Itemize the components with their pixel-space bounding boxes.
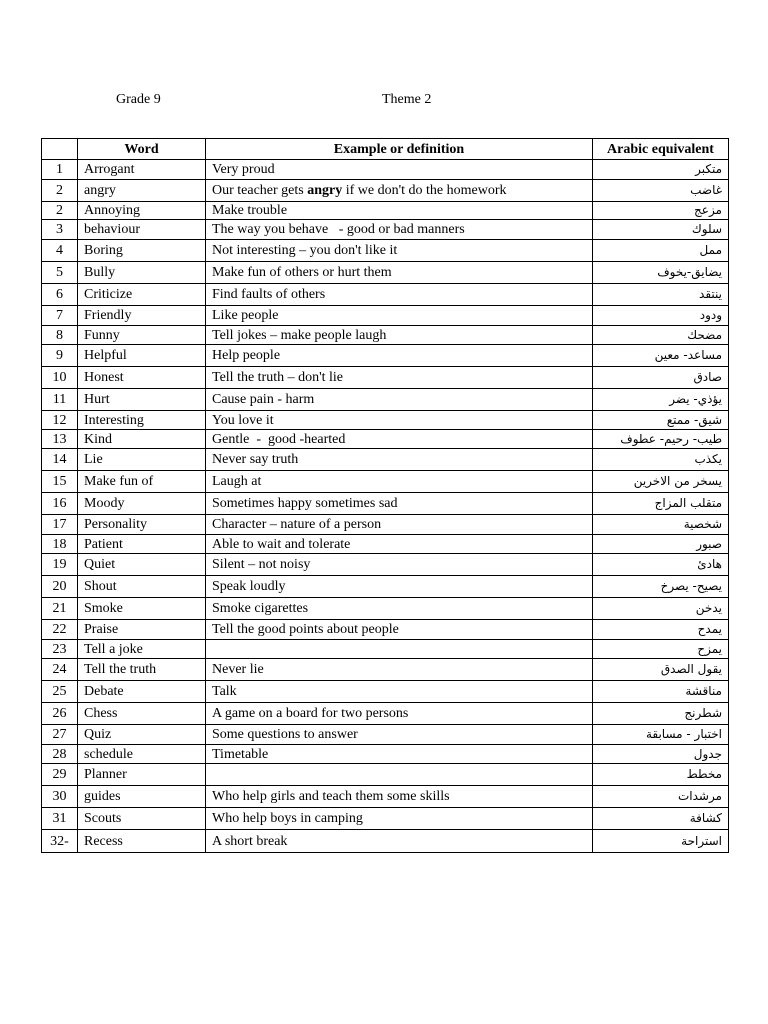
definition-cell <box>206 681 593 703</box>
vocabulary-word: Tell the truth <box>78 659 206 681</box>
vocabulary-word: Boring <box>78 240 206 262</box>
definition-text: Silent – not noisy <box>212 557 311 572</box>
row-number: 25 <box>42 681 78 703</box>
table-row <box>42 471 729 493</box>
arabic-equivalent: يكذب <box>593 449 729 471</box>
vocabulary-word: Tell a joke <box>78 640 206 659</box>
grade-label: Grade 9 <box>116 92 161 107</box>
vocabulary-word: guides <box>78 786 206 808</box>
row-number: 18 <box>42 535 78 554</box>
definition-cell <box>206 202 593 220</box>
table-row <box>42 367 729 389</box>
table-row <box>42 160 729 180</box>
vocabulary-word: Chess <box>78 703 206 725</box>
table-row <box>42 411 729 430</box>
definition-cell <box>206 326 593 345</box>
arabic-equivalent: مضحك <box>593 326 729 345</box>
definition-text: Talk <box>212 684 237 699</box>
definition-cell <box>206 471 593 493</box>
row-number: 9 <box>42 345 78 367</box>
definition-text: Speak loudly <box>212 579 286 594</box>
arabic-equivalent: هادئ <box>593 554 729 576</box>
table-row <box>42 449 729 471</box>
arabic-equivalent: كشافة <box>593 808 729 830</box>
row-number: 23 <box>42 640 78 659</box>
definition-text: Some questions to answer <box>212 727 358 742</box>
table-row <box>42 681 729 703</box>
definition-text: if we don't do the homework <box>342 183 507 198</box>
definition-text: A game on a board for two persons <box>212 706 409 721</box>
definition-cell <box>206 240 593 262</box>
definition-text: Not interesting – you don't like it <box>212 243 398 258</box>
arabic-equivalent: يمدح <box>593 620 729 640</box>
table-row <box>42 764 729 786</box>
vocabulary-word: Hurt <box>78 389 206 411</box>
row-number: 27 <box>42 725 78 745</box>
table-row <box>42 745 729 764</box>
definition-cell <box>206 703 593 725</box>
row-number: 2 <box>42 202 78 220</box>
row-number: 22 <box>42 620 78 640</box>
table-header-row <box>42 139 729 160</box>
vocabulary-word: Shout <box>78 576 206 598</box>
definition-cell <box>206 808 593 830</box>
definition-text: Smoke cigarettes <box>212 601 309 616</box>
vocabulary-word: Patient <box>78 535 206 554</box>
table-row <box>42 659 729 681</box>
arabic-equivalent: مناقشة <box>593 681 729 703</box>
definition-text: Make fun of others or hurt them <box>212 265 392 280</box>
vocabulary-word: Friendly <box>78 306 206 326</box>
arabic-equivalent: ممل <box>593 240 729 262</box>
row-number: 14 <box>42 449 78 471</box>
row-number: 1 <box>42 160 78 180</box>
row-number: 3 <box>42 220 78 240</box>
vocabulary-word: Quiet <box>78 554 206 576</box>
arabic-equivalent: متقلب المزاج <box>593 493 729 515</box>
table-row <box>42 808 729 830</box>
table-row <box>42 786 729 808</box>
definition-cell <box>206 620 593 640</box>
arabic-equivalent: مزعج <box>593 202 729 220</box>
table-row <box>42 345 729 367</box>
definition-cell <box>206 430 593 449</box>
arabic-equivalent: شيق- ممتع <box>593 411 729 430</box>
vocabulary-word: Lie <box>78 449 206 471</box>
definition-cell <box>206 493 593 515</box>
definition-text: Laugh at <box>212 474 262 489</box>
arabic-equivalent: يؤذي- يضر <box>593 389 729 411</box>
vocabulary-word: Personality <box>78 515 206 535</box>
column-header-word: Word <box>78 139 206 160</box>
definition-text: Gentle - good -hearted <box>212 431 346 447</box>
arabic-equivalent: استراحة <box>593 830 729 853</box>
table-row <box>42 326 729 345</box>
definition-text: Like people <box>212 308 279 323</box>
arabic-equivalent: اختبار - مسابقة <box>593 725 729 745</box>
arabic-equivalent: صبور <box>593 535 729 554</box>
definition-text: Make trouble <box>212 203 288 218</box>
definition-text: Who help boys in camping <box>212 811 363 826</box>
arabic-equivalent: متكبر <box>593 160 729 180</box>
table-row <box>42 535 729 554</box>
definition-cell <box>206 640 593 659</box>
table-row <box>42 703 729 725</box>
vocabulary-word: behaviour <box>78 220 206 240</box>
table-row <box>42 493 729 515</box>
definition-cell <box>206 515 593 535</box>
table-row <box>42 515 729 535</box>
row-number: 4 <box>42 240 78 262</box>
definition-cell <box>206 345 593 367</box>
vocabulary-word: Debate <box>78 681 206 703</box>
row-number: 7 <box>42 306 78 326</box>
arabic-equivalent: سلوك <box>593 220 729 240</box>
definition-cell <box>206 745 593 764</box>
definition-text: Very proud <box>212 162 275 177</box>
table-row <box>42 180 729 202</box>
table-row <box>42 284 729 306</box>
definition-cell <box>206 830 593 853</box>
arabic-equivalent: طيب- رحيم- عطوف <box>593 430 729 449</box>
definition-text: Never lie <box>212 662 264 677</box>
row-number: 30 <box>42 786 78 808</box>
definition-bold-text: angry <box>307 183 343 198</box>
row-number: 16 <box>42 493 78 515</box>
vocabulary-word: Annoying <box>78 202 206 220</box>
arabic-equivalent: غاضب <box>593 180 729 202</box>
arabic-equivalent: يضايق-يخوف <box>593 262 729 284</box>
definition-cell <box>206 262 593 284</box>
arabic-equivalent: جدول <box>593 745 729 764</box>
table-row <box>42 262 729 284</box>
table-row <box>42 640 729 659</box>
definition-cell <box>206 576 593 598</box>
vocabulary-word: Moody <box>78 493 206 515</box>
row-number: 28 <box>42 745 78 764</box>
vocabulary-word: Kind <box>78 430 206 449</box>
table-row <box>42 576 729 598</box>
arabic-equivalent: شخصية <box>593 515 729 535</box>
vocabulary-word: schedule <box>78 745 206 764</box>
vocabulary-word: Bully <box>78 262 206 284</box>
theme-label: Theme 2 <box>382 92 432 107</box>
definition-text: Never say truth <box>212 452 299 467</box>
row-number: 19 <box>42 554 78 576</box>
definition-cell <box>206 367 593 389</box>
vocabulary-word: Criticize <box>78 284 206 306</box>
vocabulary-word: angry <box>78 180 206 202</box>
row-number: 6 <box>42 284 78 306</box>
definition-text: You love it <box>212 412 274 428</box>
definition-cell <box>206 284 593 306</box>
column-header-arabic: Arabic equivalent <box>593 139 729 160</box>
arabic-equivalent: يقول الصدق <box>593 659 729 681</box>
row-number: 2 <box>42 180 78 202</box>
definition-cell <box>206 389 593 411</box>
row-number: 13 <box>42 430 78 449</box>
row-number: 21 <box>42 598 78 620</box>
table-row <box>42 389 729 411</box>
vocabulary-word: Helpful <box>78 345 206 367</box>
definition-text: Our teacher gets <box>212 183 308 198</box>
table-row <box>42 202 729 220</box>
column-header-definition: Example or definition <box>206 139 593 160</box>
arabic-equivalent: مخطط <box>593 764 729 786</box>
definition-cell <box>206 180 593 202</box>
row-number: 12 <box>42 411 78 430</box>
row-number: 15 <box>42 471 78 493</box>
definition-text: Able to wait and tolerate <box>212 536 351 552</box>
vocabulary-word: Funny <box>78 326 206 345</box>
vocabulary-word: Scouts <box>78 808 206 830</box>
table-row <box>42 830 729 853</box>
row-number: 20 <box>42 576 78 598</box>
definition-cell <box>206 659 593 681</box>
table-row <box>42 430 729 449</box>
definition-text: The way you behave - good or bad manners <box>212 222 465 237</box>
vocabulary-word: Praise <box>78 620 206 640</box>
table-row <box>42 240 729 262</box>
vocabulary-word: Honest <box>78 367 206 389</box>
definition-text: Tell the truth – don't lie <box>212 370 344 385</box>
definition-text: Sometimes happy sometimes sad <box>212 496 398 511</box>
definition-cell <box>206 786 593 808</box>
table-body <box>42 160 729 853</box>
arabic-equivalent: مساعد- معين <box>593 345 729 367</box>
definition-cell <box>206 220 593 240</box>
table-row <box>42 598 729 620</box>
definition-cell <box>206 306 593 326</box>
definition-text: Tell jokes – make people laugh <box>212 327 387 343</box>
definition-cell <box>206 764 593 786</box>
row-number: 32- <box>42 830 78 853</box>
vocabulary-word: Quiz <box>78 725 206 745</box>
column-header-number <box>42 139 78 160</box>
row-number: 24 <box>42 659 78 681</box>
arabic-equivalent: مرشدات <box>593 786 729 808</box>
definition-cell <box>206 535 593 554</box>
table-row <box>42 725 729 745</box>
definition-cell <box>206 554 593 576</box>
definition-text: Cause pain - harm <box>212 392 315 407</box>
table-row <box>42 554 729 576</box>
row-number: 11 <box>42 389 78 411</box>
table-row <box>42 620 729 640</box>
row-number: 26 <box>42 703 78 725</box>
vocabulary-word: Make fun of <box>78 471 206 493</box>
definition-text: Find faults of others <box>212 287 326 302</box>
table-row <box>42 306 729 326</box>
row-number: 8 <box>42 326 78 345</box>
row-number: 10 <box>42 367 78 389</box>
arabic-equivalent: يصيح- يصرخ <box>593 576 729 598</box>
vocabulary-table <box>41 138 729 853</box>
row-number: 5 <box>42 262 78 284</box>
arabic-equivalent: شطرنج <box>593 703 729 725</box>
row-number: 31 <box>42 808 78 830</box>
definition-text: A short break <box>212 833 288 849</box>
definition-cell <box>206 725 593 745</box>
definition-text: Help people <box>212 348 281 363</box>
definition-text: Character – nature of a person <box>212 517 382 532</box>
definition-text: Timetable <box>212 746 269 762</box>
definition-cell <box>206 449 593 471</box>
definition-cell <box>206 411 593 430</box>
vocabulary-word: Smoke <box>78 598 206 620</box>
definition-text: Who help girls and teach them some skills <box>212 789 450 804</box>
row-number: 29 <box>42 764 78 786</box>
vocabulary-word: Recess <box>78 830 206 853</box>
arabic-equivalent: صادق <box>593 367 729 389</box>
definition-cell <box>206 160 593 180</box>
vocabulary-word: Interesting <box>78 411 206 430</box>
definition-cell <box>206 598 593 620</box>
table-row <box>42 220 729 240</box>
definition-text: Tell the good points about people <box>212 622 399 637</box>
vocabulary-word: Arrogant <box>78 160 206 180</box>
row-number: 17 <box>42 515 78 535</box>
arabic-equivalent: يسخر من الاخرين <box>593 471 729 493</box>
arabic-equivalent: ودود <box>593 306 729 326</box>
arabic-equivalent: يمزح <box>593 640 729 659</box>
vocabulary-word: Planner <box>78 764 206 786</box>
arabic-equivalent: يدخن <box>593 598 729 620</box>
arabic-equivalent: ينتقد <box>593 284 729 306</box>
